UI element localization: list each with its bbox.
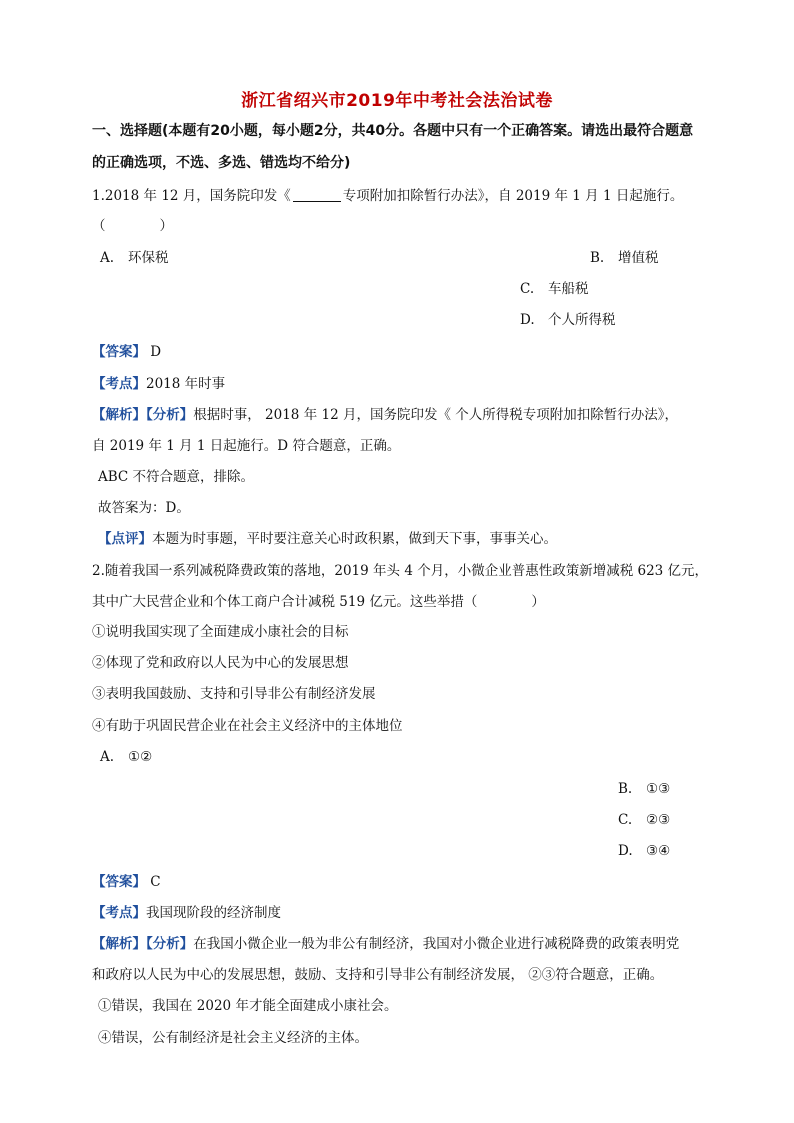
q1-point-value: 2018 年时事 [146, 376, 226, 392]
q1-option-b-letter: B. [590, 250, 605, 266]
q2-option-c-letter: C. [618, 812, 633, 828]
q2-answer [92, 872, 161, 892]
q1-option-a [100, 248, 169, 268]
q2-analysis-1 [92, 934, 679, 954]
q2-analysis-2: 和政府以人民为中心的发展思想，鼓励、支持和引导非公有制经济发展， ②③符合题意，正确。 [92, 967, 664, 983]
q2-item-1: ①说明我国实现了全面建成小康社会的目标 [92, 624, 349, 640]
q1-option-b-text: 增值税 [618, 250, 659, 266]
q1-analysis-text-1: 根据时事， 2018 年 12 月，国务院印发《 个人所得税专项附加扣除暂行办法》， [193, 407, 678, 423]
q2-answer-value: C [150, 874, 161, 890]
section-instruction-line-2: 的正确选项，不选、多选、错选均不给分) [92, 155, 351, 171]
q1-option-b [590, 248, 659, 268]
q2-analysis-text-1: 在我国小微企业一般为非公有制经济，我国对小微企业进行减税降费的政策表明党 [193, 936, 680, 952]
q2-option-a-text: ①② [128, 749, 153, 765]
q2-option-d [618, 841, 670, 861]
q1-analysis-tag: 【解析】【分析】 [92, 407, 194, 423]
q1-point-tag: 【考点】 [92, 376, 146, 392]
q2-option-a-letter: A. [100, 749, 115, 765]
q2-point-value: 我国现阶段的经济制度 [146, 905, 281, 921]
q1-option-d-letter: D. [520, 312, 535, 328]
q1-option-d-text: 个人所得税 [548, 312, 616, 328]
q1-analysis-1 [92, 405, 678, 425]
q2-option-b-text: ①③ [646, 781, 671, 797]
q1-option-c-letter: C. [520, 281, 535, 297]
q2-option-d-text: ③④ [646, 843, 671, 859]
q1-option-d [520, 310, 616, 330]
q2-option-a [100, 747, 152, 767]
section-instruction-line-1: 一、选择题(本题有20小题，每小题2分，共40分。各题中只有一个正确答案。请选出最符合题意 [92, 123, 694, 139]
q2-stem-1: 2.随着我国一系列减税降费政策的落地，2019 年头 4 个月，小微企业普惠性政策新增减税 623 亿元， [92, 563, 709, 579]
page-title: 浙江省绍兴市2019年中考社会法治试卷 [241, 91, 553, 111]
q1-answer-value: D [150, 344, 162, 360]
q1-analysis-4: 故答案为：D。 [98, 500, 190, 516]
q1-comment-tag: 【点评】 [98, 531, 152, 547]
q1-option-a-letter: A. [100, 250, 115, 266]
q2-option-c [618, 810, 670, 830]
q2-option-c-text: ②③ [646, 812, 671, 828]
q1-answer [92, 342, 161, 362]
q1-answer-paren: （ ） [92, 218, 173, 234]
q2-option-d-letter: D. [618, 843, 633, 859]
q2-item-3: ③表明我国鼓励、支持和引导非公有制经济发展 [92, 686, 376, 702]
q2-item-2: ②体现了党和政府以人民为中心的发展思想 [92, 655, 349, 671]
q2-option-b-letter: B. [618, 781, 633, 797]
q1-answer-tag: 【答案】 [92, 344, 146, 360]
q2-item-4: ④有助于巩固民营企业在社会主义经济中的主体地位 [92, 718, 403, 734]
q2-analysis-3: ①错误，我国在 2020 年才能全面建成小康社会。 [98, 998, 398, 1014]
q1-stem-before: 1.2018 年 12 月，国务院印发《 [92, 188, 291, 204]
q2-point [92, 903, 281, 923]
q2-option-b [618, 779, 670, 799]
q1-stem-after: 专项附加扣除暂行办法》，自 2019 年 1 月 1 日起施行。 [342, 188, 684, 204]
q2-analysis-4: ④错误，公有制经济是社会主义经济的主体。 [98, 1030, 368, 1046]
q1-analysis-3: ABC 不符合题意，排除。 [98, 469, 255, 485]
q1-comment-text: 本题为时事题，平时要注意关心时政积累，做到天下事，事事关心。 [152, 531, 557, 547]
q1-option-c-text: 车船税 [548, 281, 589, 297]
q1-option-c [520, 279, 589, 299]
q2-point-tag: 【考点】 [92, 905, 146, 921]
q1-stem [92, 186, 683, 206]
q1-blank [293, 187, 341, 202]
q1-comment [98, 529, 557, 549]
q1-option-a-text: 环保税 [128, 250, 169, 266]
q2-analysis-tag: 【解析】【分析】 [92, 936, 194, 952]
q1-point [92, 374, 225, 394]
q1-analysis-2: 自 2019 年 1 月 1 日起施行。D 符合题意，正确。 [92, 438, 401, 454]
q2-answer-tag: 【答案】 [92, 874, 146, 890]
q2-stem-2: 其中广大民营企业和个体工商户合计减税 519 亿元。这些举措（ ） [92, 594, 545, 610]
